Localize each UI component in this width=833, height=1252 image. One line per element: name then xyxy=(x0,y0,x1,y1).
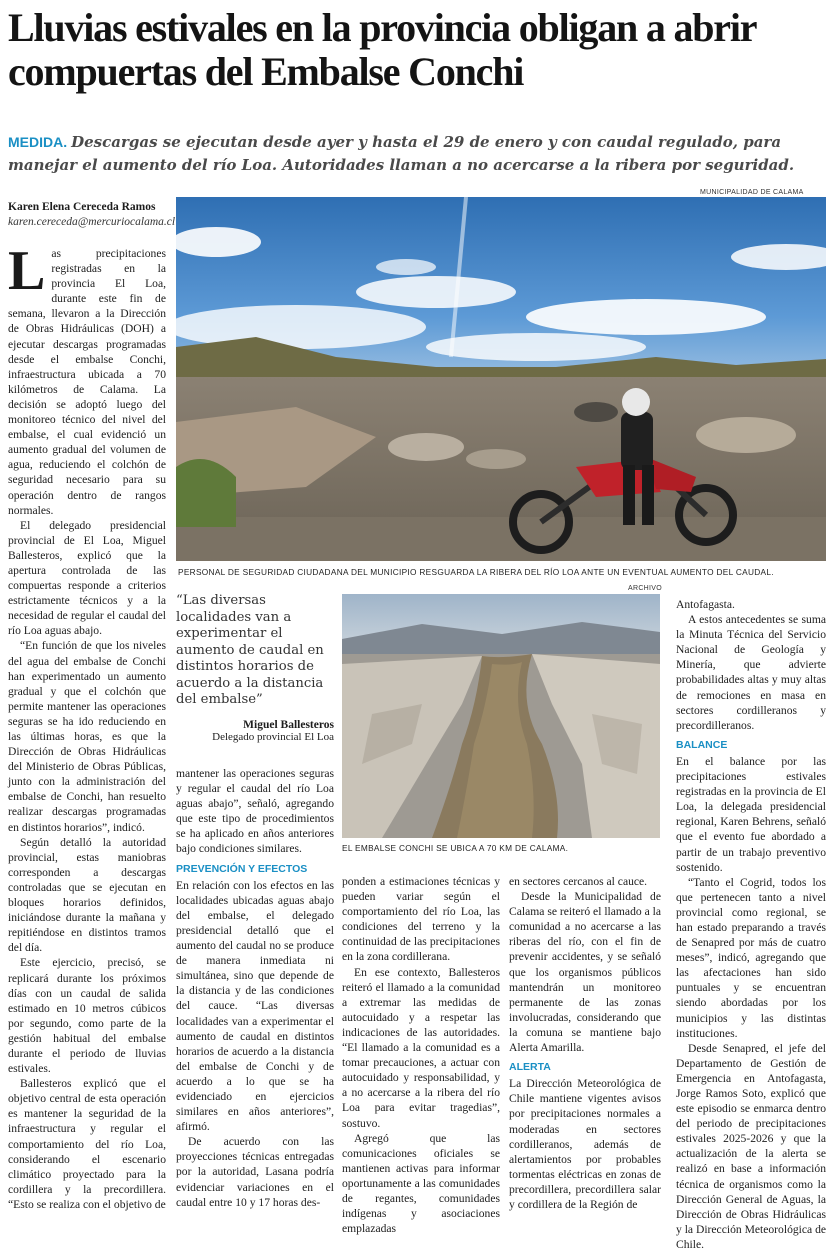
col2-paragraph-2: En relación con los efectos en las localidades ubicadas aguas abajo del embalse, el delegado presidencial detalló que el aumento del caudal no se produce de manera inmediata ni simultánea, sino que depende de la distancia y de las condiciones del cauce. “Las diversas localidades van a experimentar el aumento de caudal en distintos horarios de acuerdo a la distancia del embalse de Conchi y de acuerdo a lo que se ha evidenciado en ejercicios similares en años anteriores”, afirmó. xyxy=(176,878,334,1134)
dropcap: L xyxy=(8,240,46,302)
col5-paragraph-3: En el balance por las precipitaciones estivales registradas en la provincia de El Loa, la delegada presidencial regional, Karen Behrens, señaló que el evento fue abordado a partir de un trabajo preventivo sostenido. xyxy=(676,754,826,874)
col2-paragraph-1: mantener las operaciones seguras y regular el caudal del río Loa aguas abajo”, señaló, agregando que este tipo de procedimientos se ha aplicado en años anteriores bajo condiciones similares. xyxy=(176,767,334,856)
column-5 xyxy=(676,597,827,1251)
photo-main-credit: MUNICIPALIDAD DE CALAMA xyxy=(700,189,804,196)
col5-paragraph-4: “Tanto el Cogrid, todos los que pertenecen tanto a nivel provincial como regional, se han estado preparando a través de Senapred por más de cuatro meses”, indicó, agregando que las afectaciones han sido puntuales y se encuentran siendo abordadas por los municipios y las distintas instituciones. xyxy=(676,875,826,1040)
pull-quote-role: Delegado provincial El Loa xyxy=(212,730,334,743)
col1-paragraph-3: “En función de que los niveles del agua del embalse de Conchi han experimentado un aumento gradual y que el colchón que permite mantener las operaciones seguras se ha ido reduciendo en las últimas horas, es que la Dirección de Obras Hidráulicas del Ministerio de Obras Públicas, junto con la administración del embalse de Conchi, han resuelto realizar descargas programadas en distintos horarios”, indicó. xyxy=(8,639,166,834)
col4-paragraph-3: La Dirección Meteorológica de Chile mantiene vigentes avisos por precipitaciones normales a moderadas en sectores cordilleranos, además de alertamientos por probables tormentas eléctricas en zonas de precordillera, precordillera salar y cordillera de la Región de xyxy=(509,1077,661,1211)
col1-paragraph-5: Este ejercicio, precisó, se replicará durante los próximos días con un caudal de salida estimado en 10 metros cúbicos por segundo, como parte de la gestión habitual del embalse durante el periodo de lluvias estivales. xyxy=(8,956,166,1076)
photo-second-illustration xyxy=(342,594,660,838)
col4-paragraph-2: Desde la Municipalidad de Calama se reiteró el llamado a la comunidad a no acercarse a las riberas del río, con el fin de prevenir accidentes, y se señaló que los organismos públicos mantendrán un monitoreo permanente de las zonas involucradas, considerando que la comuna se mantiene bajo Alerta Amarilla. xyxy=(509,890,661,1055)
pull-quote xyxy=(176,593,334,743)
col1-p1-text: as precipitaciones registradas en la provincia El Loa, durante este fin de semana, llevaron a la Dirección de Obras Hidráulicas (DOH) a ejecutar descargas programadas desde el embalse Conchi, infraestructura ubicada a 70 kilómetros de Calama. La decisión se adoptó luego del monitoreo técnico del nivel del embalse, el cual evidenció un aumento gradual del volumen de agua, reduciendo el colchón de seguridad necesario para su operación dentro de rangos normales. xyxy=(8,247,166,517)
photo-second-caption: EL EMBALSE CONCHI SE UBICA A 70 KM DE CALAMA. xyxy=(342,843,569,853)
deck-kicker: MEDIDA. xyxy=(8,134,68,150)
col2-paragraph-3: De acuerdo con las proyecciones técnicas entregadas por la autoridad, Lasana podría evidenciar variaciones en el caudal entre 10 y 17 horas des- xyxy=(176,1135,334,1209)
headline: Lluvias estivales en la provincia obligan a abrir compuertas del Embalse Conchi xyxy=(8,5,756,94)
col5-paragraph-1: Antofagasta. xyxy=(676,598,735,611)
photo-main-illustration xyxy=(176,197,826,561)
photo-second xyxy=(342,594,660,838)
pull-quote-name: Miguel Ballesteros xyxy=(243,718,334,731)
col2-subhead: PREVENCIÓN Y EFECTOS xyxy=(176,862,308,875)
col3-paragraph-2: En ese contexto, Ballesteros reiteró el llamado a la comunidad a extremar las medidas de autocuidado y a respetar las indicaciones de las autoridades. “El llamado a la comunidad es a tomar precauciones, a actuar con autocuidado y responsabilidad, y a no acercarse a la ribera del río Loa para evitar tragedias”, sostuvo. xyxy=(342,965,500,1130)
column-2 xyxy=(176,766,334,1231)
col1-paragraph-6: Ballesteros explicó que el objetivo central de esta operación es mantener la seguridad de la infraestructura y regular el comportamiento del río Loa, considerando el escenario climático proyectado para la cordillera y la precordillera. “Esto se realiza con el objetivo de xyxy=(8,1077,166,1211)
pull-quote-text: “Las diversas localidades van a experimentar el aumento de caudal en distintos horarios de acuerdo a la distancia del embalse” xyxy=(176,593,324,707)
byline-author: Karen Elena Cereceda Ramos xyxy=(8,201,156,213)
photo-main xyxy=(176,197,826,561)
col5-subhead: BALANCE xyxy=(676,738,728,751)
byline-email: karen.cereceda@mercuriocalama.cl xyxy=(8,216,176,228)
deck-text: Descargas se ejecutan desde ayer y hasta el 29 de enero y con caudal regulado, para manejar el aumento del río Loa. Autoridades llaman a no acercarse a la ribera por seguridad. xyxy=(8,133,795,174)
col4-subhead: ALERTA xyxy=(509,1061,551,1074)
column-3 xyxy=(342,874,500,1236)
col5-paragraph-5: Desde Senapred, el jefe del Departamento de Gestión de Emergencia en Antofagasta, Jorge Ramos Soto, explicó que este episodio se enmarca dentro del periodo de precipitaciones estivales 2025-2026 y que la actualización de la alerta se realizó en base a información técnica de organismos como la Dirección General de Aguas, la Dirección de Obras Hidráulicas y la Dirección Meteorológica de Chile. xyxy=(676,1041,827,1251)
column-4 xyxy=(509,874,661,1231)
byline xyxy=(8,200,176,230)
deck xyxy=(8,131,828,177)
column-1 xyxy=(8,240,166,1231)
col1-paragraph-4: Según detalló la autoridad provincial, estas maniobras corresponden a descargas controladas que se ejecutan en bloques horarios definidos, iniciándose durante la mañana y repitiéndose en distintos tramos del día. xyxy=(8,835,166,955)
col3-paragraph-1: ponden a estimaciones técnicas y pueden variar según el comportamiento del río Loa, las condiciones del terreno y la continuidad de las precipitaciones en la zona cordillerana. xyxy=(342,875,500,964)
photo-second-credit: ARCHIVO xyxy=(628,585,662,592)
col5-paragraph-2: A estos antecedentes se suma la Minuta Técnica del Servicio Nacional de Geología y Minería, que advierte probabilidades altas y muy altas de remociones en masa en sectores cordilleranos y precordilleranos. xyxy=(676,613,826,732)
col1-paragraph-2: El delegado presidencial provincial de El Loa, Miguel Ballesteros, explicó que la apertura controlada de las compuertas responde a criterios estrictamente técnicos y a la necesidad de regular el caudal del río Loa aguas abajo. xyxy=(8,518,166,638)
col4-paragraph-1: en sectores cercanos al cauce. xyxy=(509,875,648,888)
photo-main-caption: PERSONAL DE SEGURIDAD CIUDADANA DEL MUNICIPIO RESGUARDA LA RIBERA DEL RÍO LOA ANTE UN EVENTUAL AUMENTO DEL CAUDAL. xyxy=(178,567,774,577)
col3-paragraph-3: Agregó que las comunicaciones oficiales se mantienen activas para informar oportunamente a las comunidades de regantes, comunidades indígenas y asociaciones emplazadas xyxy=(342,1131,500,1236)
col1-paragraph-1 xyxy=(8,240,166,518)
